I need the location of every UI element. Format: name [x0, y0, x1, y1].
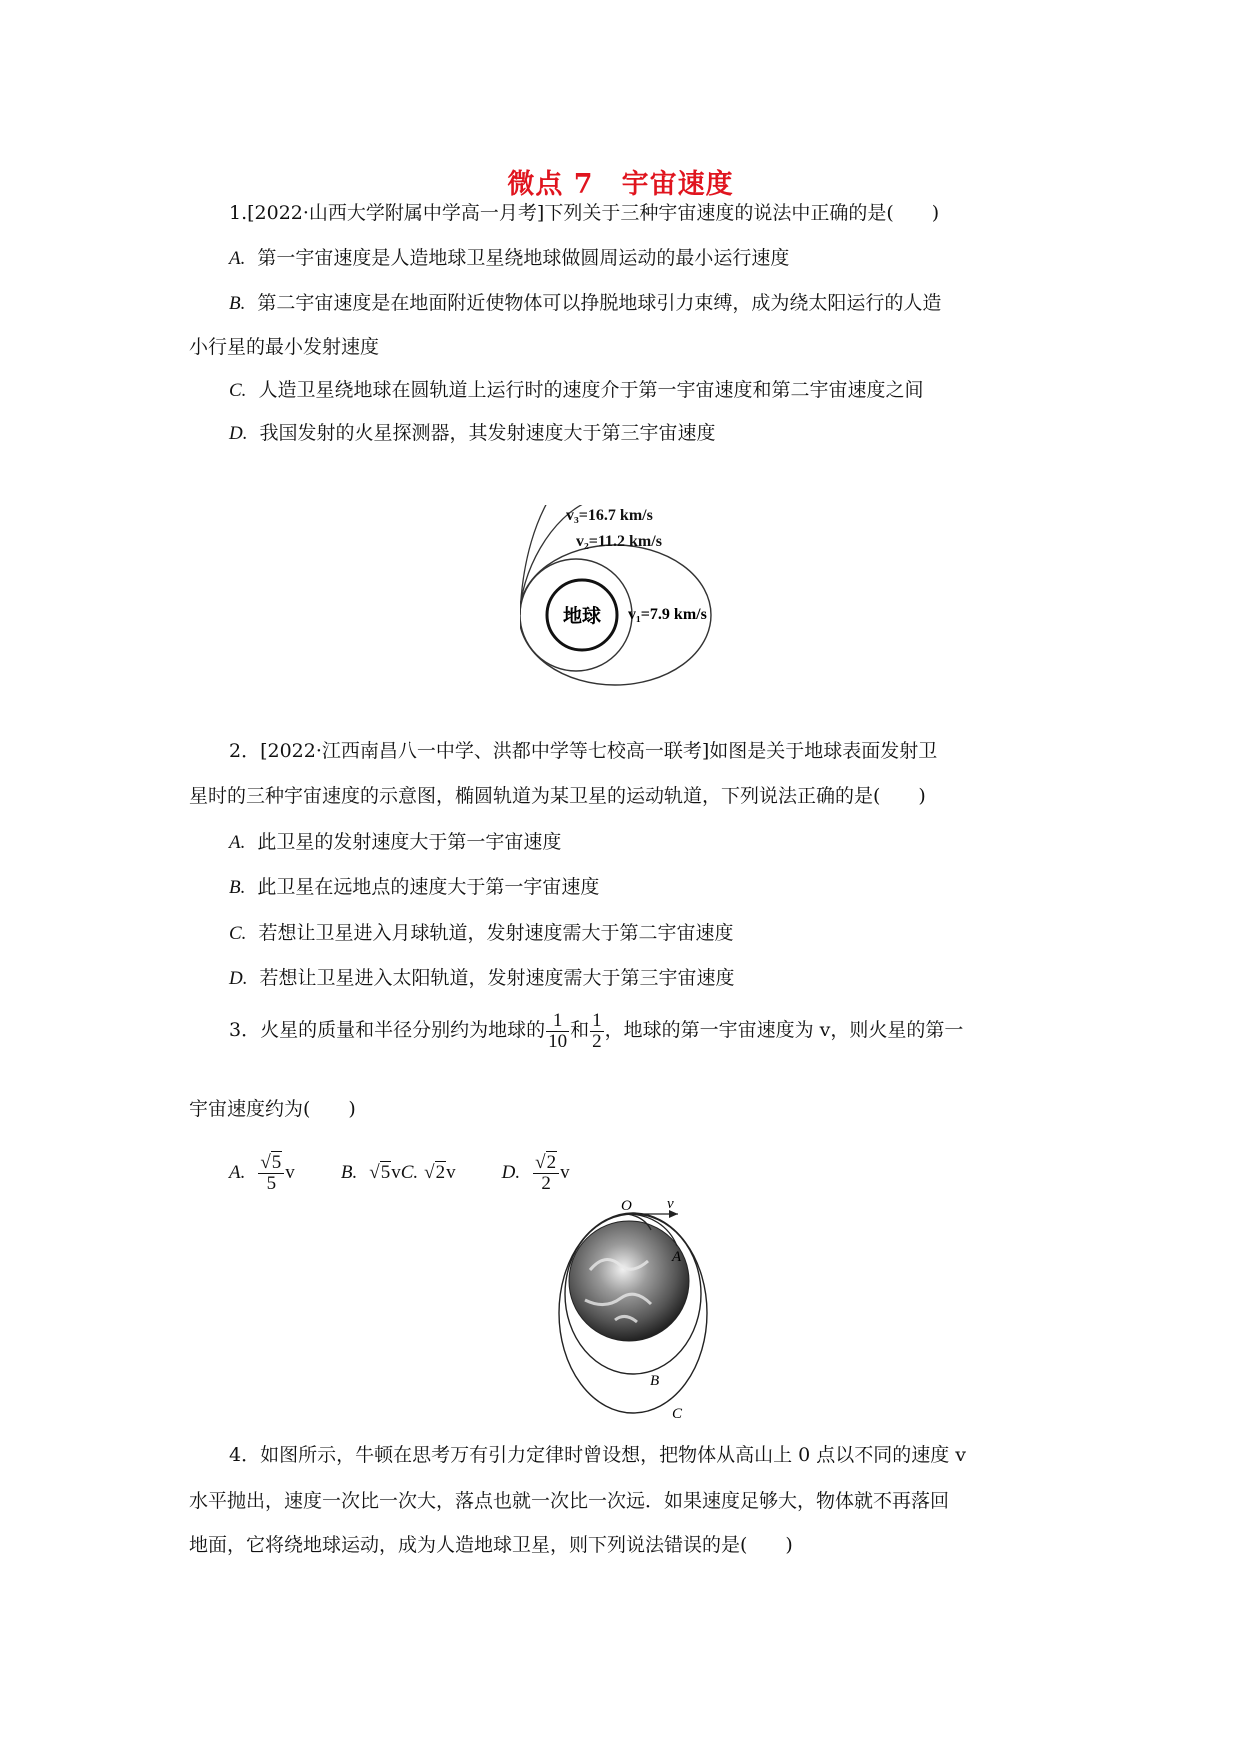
q2-option-b	[229, 874, 599, 901]
frac1-numerator: 1	[546, 1011, 569, 1032]
v3-label: v₃=16.7 km/s	[566, 507, 653, 524]
v-label: v	[667, 1200, 674, 1212]
q3-option-b-value: √5	[369, 1162, 391, 1183]
q4-line-2: 水平抛出，速度一次比一次大，落点也就一次比一次远．如果速度足够大，物体就不再落回	[189, 1490, 950, 1512]
earth-image	[569, 1221, 689, 1341]
fraction-one-tenth	[546, 1011, 569, 1052]
q2-stem-1: 2．[2022·江西南昌八一中学、洪都中学等七校高一联考]如图是关于地球表面发射卫	[229, 740, 938, 762]
q1-option-b-cont: 小行星的最小发射速度	[189, 336, 380, 358]
q2-option-c-text: 若想让卫星进入月球轨道，发射速度需大于第二宇宙速度	[258, 922, 734, 944]
q3-b-v: v	[391, 1162, 401, 1183]
q1-option-a	[229, 245, 789, 272]
q2-stem-2: 星时的三种宇宙速度的示意图，椭圆轨道为某卫星的运动轨道，下列说法正确的是( )	[189, 785, 926, 807]
q3-c-v: v	[446, 1162, 456, 1183]
q3-option-a-value	[258, 1153, 284, 1194]
q1-option-b	[229, 290, 941, 317]
q2-option-d	[229, 965, 735, 992]
q3-options	[229, 1148, 570, 1197]
newton-cannon-figure	[545, 1200, 735, 1425]
point-o-label: O	[621, 1200, 632, 1214]
q3-option-d-label: D.	[501, 1162, 521, 1183]
frac2-numerator: 1	[592, 1009, 602, 1031]
q4-line-1: 4．如图所示，牛顿在思考万有引力定律时曾设想，把物体从高山上 0 点以不同的速度 v	[229, 1444, 967, 1466]
frac1-denominator: 10	[548, 1030, 568, 1052]
q3-a-denominator: 5	[266, 1172, 277, 1194]
q3-b-radicand: 5	[380, 1162, 391, 1183]
q3-c-radicand: 2	[435, 1162, 446, 1183]
q4-line-3: 地面，它将绕地球运动，成为人造地球卫星，则下列说法错误的是( )	[189, 1534, 793, 1556]
point-b-label: B	[650, 1373, 660, 1389]
q3-option-d-value	[533, 1153, 559, 1194]
q1-option-c	[229, 377, 923, 404]
q3-stem-1	[229, 1008, 963, 1052]
v2-label: v₂=11.2 km/s	[576, 533, 662, 550]
q3-d-denominator: 2	[541, 1172, 551, 1194]
q3-d-numerator: √2	[533, 1153, 559, 1174]
q1-option-b-text: 第二宇宙速度是在地面附近使物体可以挣脱地球引力束缚，成为绕太阳运行的人造	[257, 292, 942, 314]
v1-label: v₁=7.9 km/s	[628, 606, 707, 623]
q2-option-a-text: 此卫星的发射速度大于第一宇宙速度	[257, 831, 562, 853]
q3-a-numerator: √5	[258, 1153, 284, 1174]
q1-stem: 1.[2022·山西大学附属中学高一月考]下列关于三种宇宙速度的说法中正确的是( )	[229, 202, 940, 224]
q3-option-b-label: B.	[340, 1162, 358, 1183]
q2-option-a	[229, 829, 561, 856]
q2-option-c-label: C.	[229, 923, 247, 944]
q3-d-v: v	[560, 1162, 570, 1183]
q3-stem-2: 宇宙速度约为( )	[189, 1098, 356, 1120]
q3-option-a-label: A.	[229, 1162, 246, 1183]
point-a-label: A	[672, 1249, 682, 1265]
q3-a-v: v	[285, 1162, 295, 1183]
q2-option-a-label: A.	[229, 832, 246, 853]
q1-option-b-label: B.	[229, 293, 246, 314]
q1-option-c-text: 人造卫星绕地球在圆轨道上运行时的速度介于第一宇宙速度和第二宇宙速度之间	[258, 379, 924, 401]
frac2-denominator: 2	[592, 1030, 602, 1052]
q1-option-c-label: C.	[229, 380, 247, 401]
q2-option-d-text: 若想让卫星进入太阳轨道，发射速度需大于第三宇宙速度	[259, 967, 735, 989]
earth-label: 地球	[562, 605, 602, 627]
page-title: 微点 7 宇宙速度	[507, 169, 734, 200]
fraction-one-half	[590, 1011, 604, 1052]
q3-option-c-label: C.	[400, 1162, 419, 1183]
point-c-label: C	[672, 1406, 683, 1422]
q3-d-radicand: 2	[546, 1151, 557, 1173]
q3-stem-part-c: ，地球的第一宇宙速度为 v，则火星的第一	[604, 1019, 964, 1041]
q3-option-c-value: √2	[424, 1162, 446, 1183]
q2-option-c	[229, 920, 733, 947]
q2-option-b-text: 此卫星在远地点的速度大于第一宇宙速度	[257, 876, 600, 898]
q3-a-radicand: 5	[271, 1151, 282, 1173]
q1-option-d-label: D.	[229, 423, 248, 444]
q1-option-d	[229, 420, 716, 447]
q1-option-a-label: A.	[229, 248, 246, 269]
q1-option-a-text: 第一宇宙速度是人造地球卫星绕地球做圆周运动的最小运行速度	[257, 247, 790, 269]
q3-stem-part-b: 和	[570, 1019, 590, 1041]
q1-option-d-text: 我国发射的火星探测器，其发射速度大于第三宇宙速度	[259, 422, 716, 444]
q3-stem-part-a: 3．火星的质量和半径分别约为地球的	[229, 1019, 546, 1041]
q2-option-b-label: B.	[229, 877, 246, 898]
q2-option-d-label: D.	[229, 968, 248, 989]
